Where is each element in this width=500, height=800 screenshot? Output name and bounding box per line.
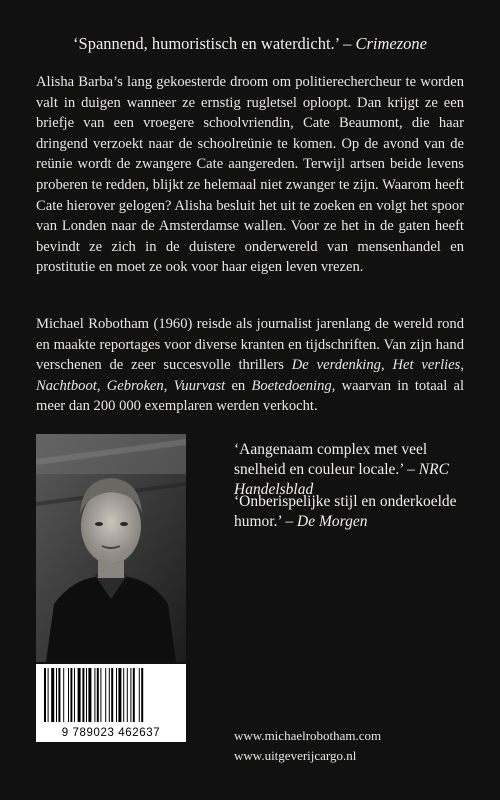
- bio-separator: ,: [460, 357, 464, 374]
- barcode-bar: [141, 668, 143, 722]
- barcode-bar: [68, 668, 69, 722]
- bio-intro: Michael Robotham (1960) reisde als journalist jarenlang de wereld rond en maakte reportages voor diverse kranten en tijdschriften. Van zijn hand verschenen de zeer succesvolle thrillers: [36, 316, 464, 374]
- barcode-bar: [78, 668, 81, 722]
- barcode-bar: [118, 668, 121, 722]
- barcode-bar: [58, 668, 60, 722]
- review-text: ‘Aangenaam complex met veel snelheid en couleur locale.’ –: [234, 441, 428, 478]
- bio-separator: ,: [96, 377, 107, 394]
- review-quote: [234, 440, 474, 500]
- barcode-bar: [109, 668, 110, 722]
- book-title: Nachtboot: [36, 377, 97, 394]
- bio-separator: ,: [380, 357, 393, 374]
- review-quote: [234, 492, 474, 532]
- top-quote-text: ‘Spannend, humoristisch en waterdicht.’ –: [73, 34, 356, 53]
- barcode-bar: [63, 668, 64, 722]
- blurb-paragraph: Alisha Barba’s lang gekoesterde droom om politierechercheur te worden valt in duigen wanneer ze ernstig rugletsel oploopt. Dan krijgt ze een briefje van een vroegere schoolvriendin, Cate Beaumont, die haar dringend verzoekt naar de schoolreünie te komen. Op de avond van de reünie wordt de zwangere Cate aangereden. Terwijl artsen beide levens proberen te redden, blijkt ze helemaal niet zwanger te zijn. Waarom heeft Cate hierover gelogen? Alisha besluit het uit te zoeken en volgt het spoor van Londen naar de Amsterdamse wallen. Voor ze het in de gaten heeft bevindt ze zich in de duistere onderwereld van mensenhandel en prostitutie en moet ze ook voor haar eigen leven vrezen.: [36, 74, 464, 276]
- review-source: NRC Handelsblad: [234, 461, 449, 498]
- barcode-bar: [86, 668, 87, 722]
- barcode-bar: [70, 668, 72, 722]
- barcode: [36, 664, 186, 742]
- author-portrait-image: [36, 434, 186, 662]
- author-photo: [36, 434, 186, 662]
- book-title: Gebroken: [106, 377, 164, 394]
- barcode-bars: [44, 668, 178, 722]
- book-title: Vuurvast: [173, 377, 226, 394]
- barcode-bar: [88, 668, 91, 722]
- barcode-bar: [74, 668, 75, 722]
- book-title: Boetedoening: [251, 377, 332, 394]
- barcode-bar: [100, 668, 101, 722]
- barcode-bar: [130, 668, 131, 722]
- author-bio-paragraph: [36, 314, 464, 417]
- barcode-bar: [105, 668, 106, 722]
- barcode-bar: [116, 668, 117, 722]
- barcode-bar: [133, 668, 135, 722]
- barcode-bar: [48, 668, 49, 722]
- barcode-bar: [97, 668, 99, 722]
- barcode-bar: [139, 668, 140, 722]
- book-title: Het verlies: [392, 357, 461, 374]
- bio-separator: ,: [163, 377, 174, 394]
- publisher-website-link[interactable]: www.uitgeverijcargo.nl: [234, 748, 357, 763]
- review-source: De Morgen: [297, 513, 368, 530]
- barcode-bar: [111, 668, 113, 722]
- barcode-bar: [44, 668, 46, 722]
- barcode-bar: [82, 668, 84, 722]
- isbn-number: 9 789023 462637: [61, 727, 161, 739]
- top-quote-source: Crimezone: [355, 34, 427, 53]
- review-text: ‘Onberispelijke stijl en onderkoelde humor.’ –: [234, 493, 457, 530]
- book-title: De verdenking: [291, 357, 381, 374]
- barcode-bar: [123, 668, 124, 722]
- publisher-links: [234, 726, 381, 766]
- barcode-bar: [127, 668, 128, 722]
- top-quote: [0, 34, 500, 54]
- barcode-bar: [94, 668, 95, 722]
- barcode-bar: [51, 668, 54, 722]
- bio-separator: en: [225, 377, 252, 394]
- barcode-bar: [56, 668, 57, 722]
- author-website-link[interactable]: www.michaelrobotham.com: [234, 728, 382, 743]
- bio-outro: , waarvan in totaal al meer dan 200 000 exemplaren werden verkocht.: [36, 377, 465, 415]
